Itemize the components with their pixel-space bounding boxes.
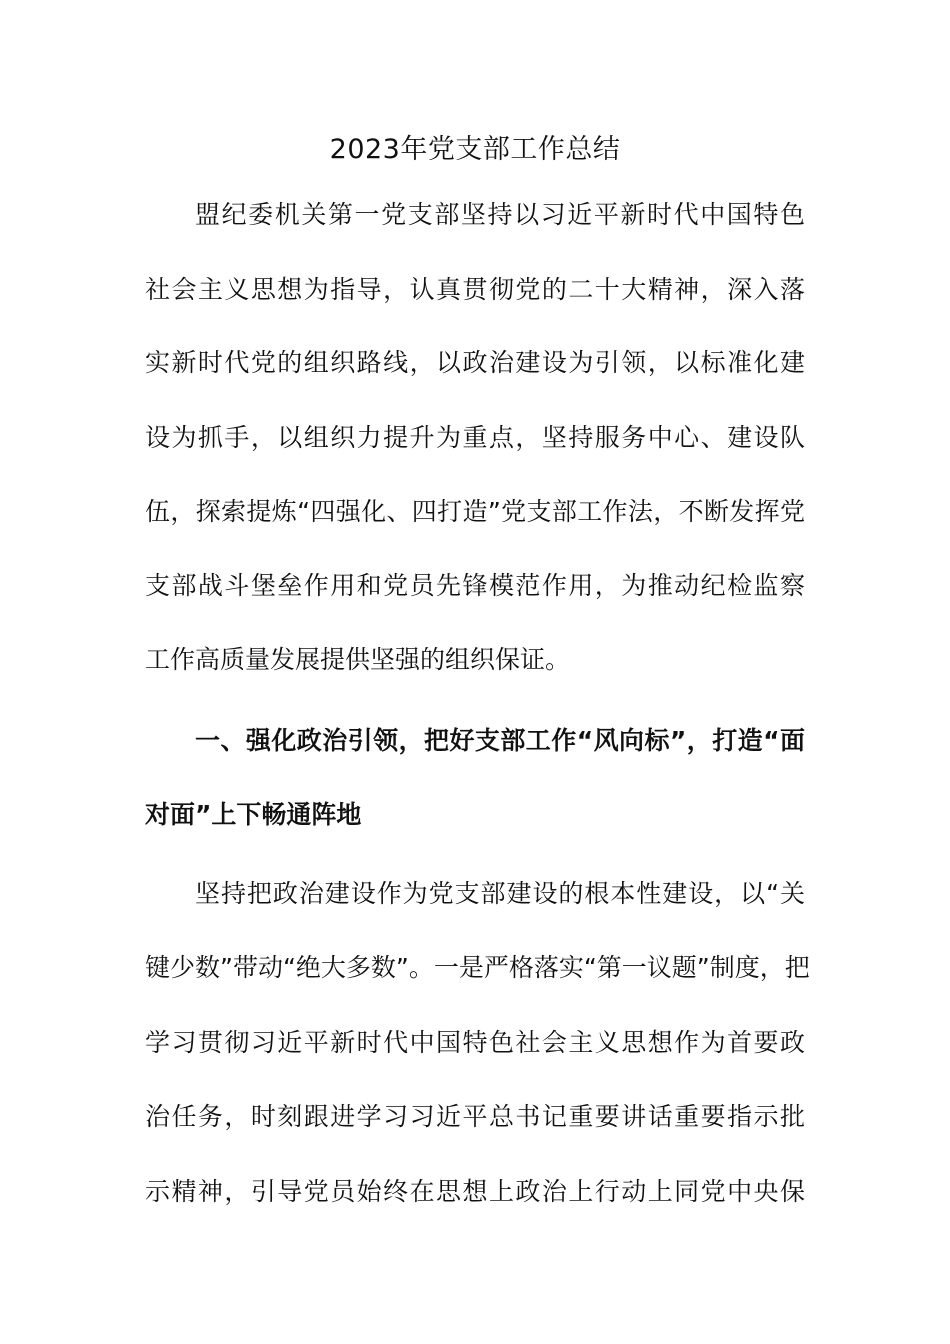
section-heading-line: 一、强化政治引领，把好支部工作“风向标”，打造“面 (195, 726, 805, 755)
intro-line: 工作高质量发展提供坚强的组织保证。 (145, 645, 571, 674)
section-body-line: 学习贯彻习近平新时代中国特色社会主义思想作为首要政 (145, 1028, 805, 1057)
intro-line: 实新时代党的组织路线，以政治建设为引领，以标准化建 (145, 348, 805, 377)
section-heading-line: 对面”上下畅通阵地 (145, 800, 362, 829)
intro-line: 设为抓手，以组织力提升为重点，坚持服务中心、建设队 (145, 423, 805, 452)
intro-line: 社会主义思想为指导，认真贯彻党的二十大精神，深入落 (145, 275, 805, 304)
intro-line: 盟纪委机关第一党支部坚持以习近平新时代中国特色 (195, 200, 805, 229)
section-body-line: 坚持把政治建设作为党支部建设的根本性建设，以“关 (195, 879, 805, 908)
section-body-line: 键少数”带动“绝大多数”。一是严格落实“第一议题”制度，把 (145, 953, 810, 982)
intro-line: 伍，探索提炼“四强化、四打造”党支部工作法，不断发挥党 (145, 497, 805, 526)
section-body-line: 治任务，时刻跟进学习习近平总书记重要讲话重要指示批 (145, 1102, 805, 1131)
intro-line: 支部战斗堡垒作用和党员先锋模范作用，为推动纪检监察 (145, 571, 805, 600)
document-title: 2023年党支部工作总结 (329, 134, 621, 165)
section-body-line: 示精神，引导党员始终在思想上政治上行动上同党中央保 (145, 1177, 805, 1206)
